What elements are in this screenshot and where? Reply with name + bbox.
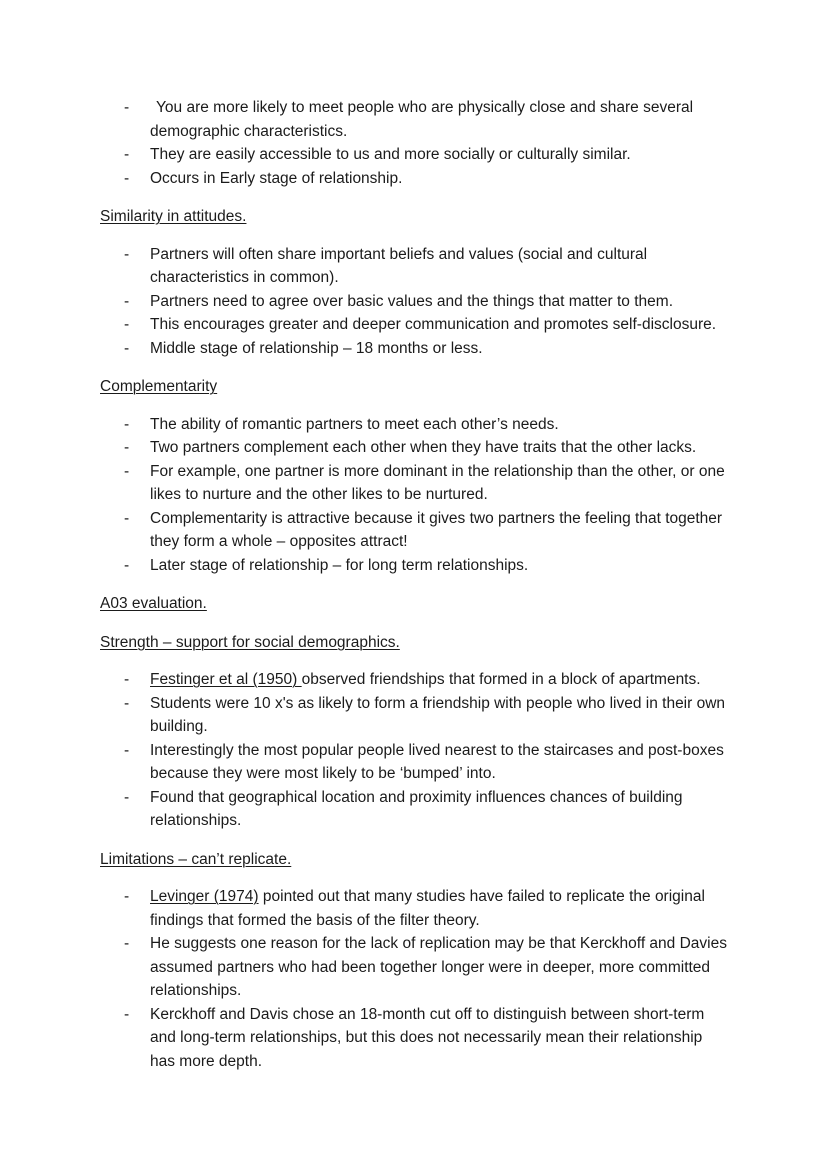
citation-reference: Festinger et al (1950) — [150, 671, 302, 688]
section-heading-strength-social-demographics — [100, 631, 728, 655]
list-item — [100, 313, 728, 337]
list-item-text: They are easily accessible to us and more socially or culturally similar. — [150, 146, 631, 163]
bullet-dash-icon: - — [124, 462, 130, 480]
bullet-dash-icon: - — [124, 509, 130, 527]
heading-spacer — [100, 871, 728, 885]
bullet-list-proximity — [100, 96, 728, 190]
heading-spacer — [100, 229, 728, 243]
bullet-list-complementarity — [100, 413, 728, 578]
list-item-text: Interestingly the most popular people lived nearest to the staircases and post-boxes because they were most likely to be ‘bumped’ into. — [150, 741, 724, 782]
list-item — [100, 143, 728, 167]
list-item-text: Partners need to agree over basic values and the things that matter to them. — [150, 292, 673, 310]
list-item — [100, 413, 728, 437]
list-item-text — [150, 668, 728, 692]
section-heading-limitations-cant-replicate — [100, 848, 728, 872]
list-item — [100, 739, 728, 786]
bullet-dash-icon: - — [124, 415, 130, 433]
section-heading-text: A03 evaluation. — [100, 595, 207, 612]
heading-spacer — [100, 399, 728, 413]
heading-spacer — [100, 654, 728, 668]
list-item-text: Kerckhoff and Davis chose an 18-month cut off to distinguish between short-term and long-term relationships, but this does not necessarily mean their relationship has more depth. — [150, 1005, 705, 1070]
list-item — [100, 96, 728, 143]
list-item-text: Partners will often share important beliefs and values (social and cultural characteristics in common). — [150, 245, 648, 286]
list-item-text: He suggests one reason for the lack of replication may be that Kerckhoff and Davies assumed partners who had been together longer were in deeper, more committed relationships. — [150, 935, 727, 999]
list-item — [100, 668, 728, 692]
bullet-dash-icon: - — [124, 292, 130, 310]
bullet-dash-icon: - — [124, 439, 130, 456]
list-item — [100, 554, 728, 578]
bullet-dash-icon: - — [124, 556, 130, 574]
section-spacer — [100, 833, 728, 848]
section-heading-text: Complementarity — [100, 378, 218, 395]
bullet-dash-icon: - — [124, 339, 130, 357]
list-item-text: Students were 10 x's as likely to form a friendship with people who lived in their own building. — [150, 694, 726, 735]
bullet-dash-icon: - — [124, 741, 130, 759]
bullet-dash-icon: - — [124, 935, 130, 952]
bullet-dash-icon: - — [124, 316, 130, 333]
section-heading-a03-evaluation — [100, 592, 728, 616]
list-item-text: You are more likely to meet people who are physically close and share several demographic characteristics. — [150, 99, 694, 140]
list-item — [100, 932, 728, 1003]
section-spacer — [100, 577, 728, 592]
bullet-dash-icon: - — [124, 99, 130, 116]
list-item-text: Occurs in Early stage of relationship. — [150, 169, 403, 187]
list-item — [100, 243, 728, 290]
bullet-dash-icon: - — [124, 888, 130, 905]
section-heading-text: Limitations – can’t replicate. — [100, 850, 292, 868]
section-heading-text: Strength – support for social demographics. — [100, 633, 400, 651]
section-spacer — [100, 190, 728, 205]
section-heading-complementarity — [100, 375, 728, 399]
bullet-dash-icon: - — [124, 1005, 130, 1023]
section-heading-similarity-in-attitudes — [100, 205, 728, 229]
section-heading-text: Similarity in attitudes. — [100, 208, 247, 225]
bullet-dash-icon: - — [124, 146, 130, 163]
list-item-text: Later stage of relationship – for long term relationships. — [150, 556, 529, 574]
list-item-text: For example, one partner is more dominant in the relationship than the other, or one likes to nurture and the other likes to be nurtured. — [150, 462, 725, 503]
list-item — [100, 885, 728, 932]
bullet-list-limitations-cant-replicate — [100, 885, 728, 1073]
list-item — [100, 337, 728, 361]
list-item-text-rest: pointed out that many studies have failed to replicate the original findings that formed the basis of the filter theory. — [150, 888, 705, 929]
bullet-dash-icon: - — [124, 671, 130, 688]
list-item-text: Two partners complement each other when they have traits that the other lacks. — [150, 439, 697, 456]
list-item — [100, 692, 728, 739]
list-item — [100, 167, 728, 191]
list-item-text: The ability of romantic partners to meet each other’s needs. — [150, 415, 559, 433]
bullet-list-strength-social-demographics — [100, 668, 728, 833]
list-item — [100, 436, 728, 460]
list-item — [100, 290, 728, 314]
list-item-text — [150, 885, 728, 932]
bullet-dash-icon: - — [124, 694, 130, 712]
list-item-text-rest: observed friendships that formed in a block of apartments. — [301, 671, 701, 688]
list-item-text: Middle stage of relationship – 18 months or less. — [150, 339, 483, 357]
list-item-text: Found that geographical location and proximity influences chances of building relationships. — [150, 788, 683, 829]
list-item — [100, 460, 728, 507]
document-body — [100, 96, 728, 1073]
bullet-dash-icon: - — [124, 788, 130, 806]
section-spacer — [100, 360, 728, 375]
list-item-text: Complementarity is attractive because it gives two partners the feeling that together they form a whole – opposites attract! — [150, 509, 723, 550]
bullet-list-similarity-in-attitudes — [100, 243, 728, 361]
bullet-dash-icon: - — [124, 245, 130, 263]
list-item-text: This encourages greater and deeper communication and promotes self-disclosure. — [150, 316, 717, 333]
section-spacer — [100, 616, 728, 631]
list-item — [100, 786, 728, 833]
citation-reference: Levinger (1974) — [150, 888, 259, 905]
list-item — [100, 507, 728, 554]
list-item — [100, 1003, 728, 1074]
bullet-dash-icon: - — [124, 169, 130, 187]
